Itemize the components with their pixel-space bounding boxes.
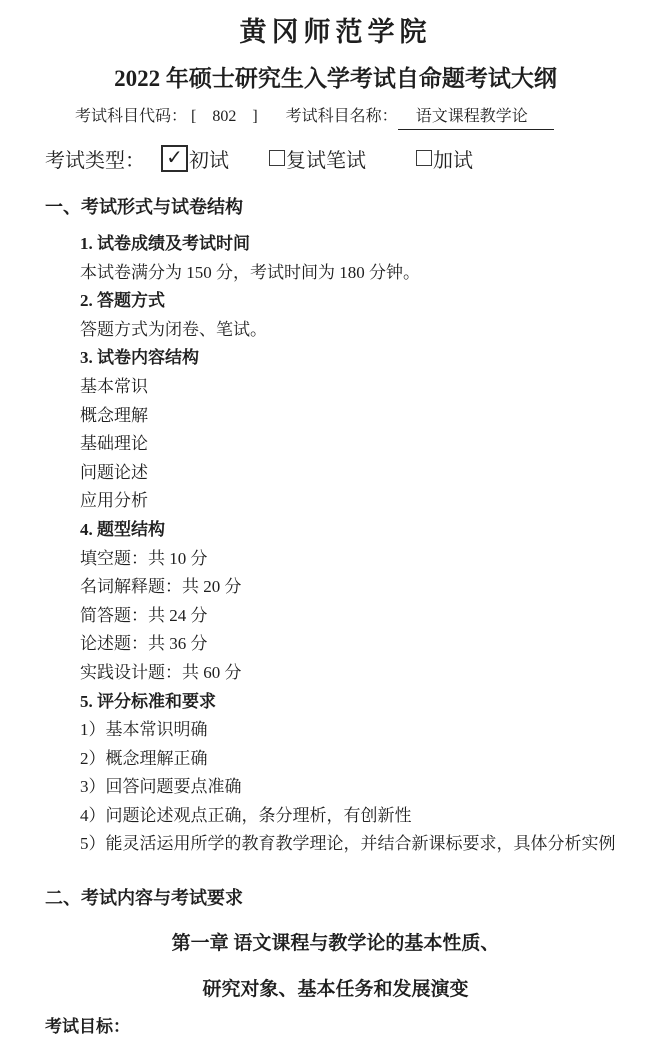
exam-type-option-retest: 复试笔试	[286, 149, 366, 172]
list-item: 4）问题论述观点正确，条分理析，有创新性	[80, 805, 412, 825]
list-item: 应用分析	[80, 491, 148, 511]
chapter-title-line1: 第一章 语文课程与教学论的基本性质、	[171, 933, 500, 955]
exam-type-label: 考试类型：	[45, 149, 145, 172]
list-item: 5. 评分标准和要求	[80, 691, 216, 711]
subject-name-value: 语文课程教学论	[398, 105, 554, 130]
list-item: 名词解释题：共 20 分	[80, 577, 242, 597]
list-item: 2. 答题方式	[80, 291, 165, 311]
checkbox-checked-icon[interactable]	[161, 145, 188, 172]
exam-type-option-extra: 加试	[433, 149, 473, 172]
subject-code-label: 考试科目代码：	[75, 108, 188, 125]
list-item: 5）能灵活运用所学的教育教学理论，并结合新课标要求，具体分析实例	[80, 834, 616, 854]
list-item: 2）概念理解正确	[80, 748, 208, 768]
list-item: 1）基本常识明确	[80, 720, 208, 740]
subject-code-line	[75, 105, 626, 130]
chapter-title-line2: 研究对象、基本任务和发展演变	[202, 979, 469, 1001]
university-name: 黄冈师范学院	[239, 17, 432, 48]
subject-name-label: 考试科目名称：	[285, 108, 398, 125]
list-item: 概念理解	[80, 405, 148, 425]
list-item: 填空题：共 10 分	[80, 548, 208, 568]
document-title: 2022 年硕士研究生入学考试自命题考试大纲	[114, 66, 557, 91]
list-item: 3. 试卷内容结构	[80, 348, 199, 368]
list-item: 1. 试卷成绩及考试时间	[80, 234, 250, 253]
section1-heading: 一、考试形式与试卷结构	[45, 197, 243, 217]
exam-type-line	[45, 142, 626, 174]
check-mark-icon: ✓	[166, 145, 183, 169]
checkbox-unchecked-icon[interactable]	[416, 150, 432, 166]
exam-goal-label: 考试目标：	[45, 1017, 130, 1037]
list-item: 实践设计题：共 60 分	[80, 662, 242, 682]
section2-heading: 二、考试内容与考试要求	[45, 888, 243, 909]
checkbox-unchecked-icon[interactable]	[269, 150, 285, 166]
code-bracket-close: ]	[252, 108, 258, 125]
section1-list	[45, 230, 626, 859]
code-bracket-open: [	[191, 108, 197, 125]
list-item: 简答题：共 24 分	[80, 605, 208, 625]
list-item: 答题方式为闭卷、笔试。	[80, 319, 267, 339]
subject-code-value: 802	[212, 108, 237, 125]
list-item: 本试卷满分为 150 分，考试时间为 180 分钟。	[80, 262, 420, 282]
list-item: 论述题：共 36 分	[80, 634, 208, 654]
list-item: 基本常识	[80, 376, 148, 396]
exam-type-option-first: 初试	[189, 149, 229, 172]
list-item: 问题论述	[80, 462, 148, 482]
list-item: 基础理论	[80, 434, 148, 454]
list-item: 4. 题型结构	[80, 519, 165, 539]
list-item: 3）回答问题要点准确	[80, 777, 242, 797]
